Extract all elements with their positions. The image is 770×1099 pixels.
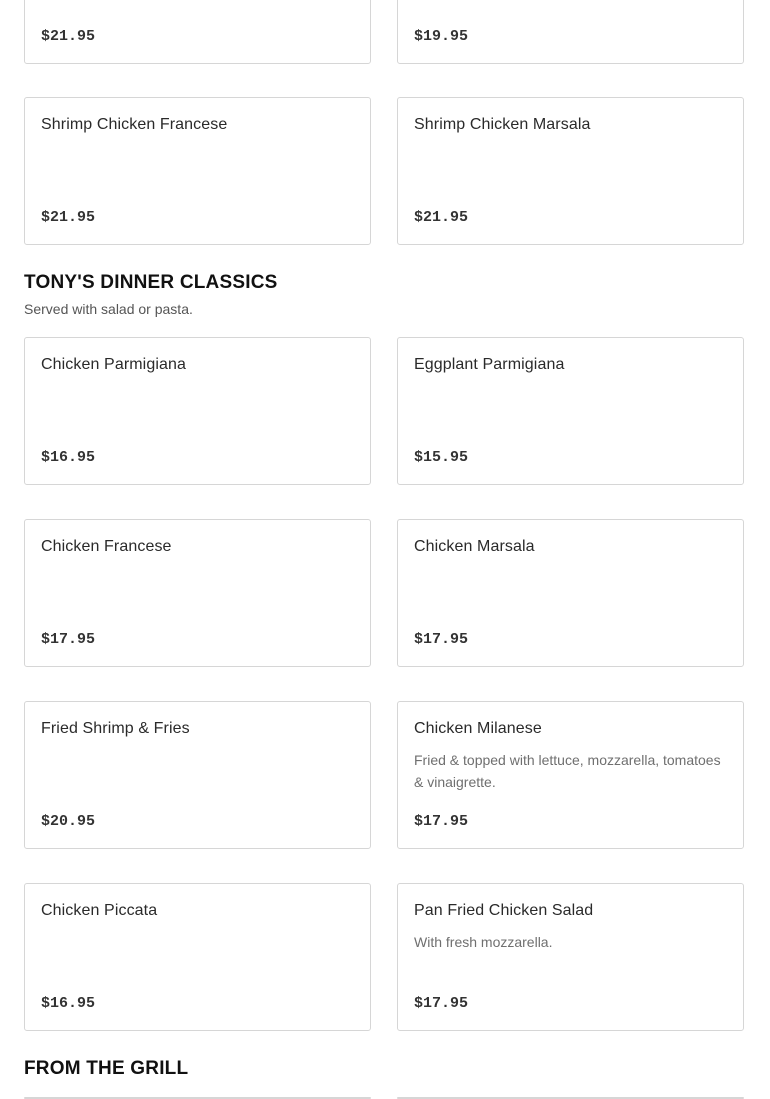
- menu-item-name: Chicken Piccata: [41, 902, 158, 919]
- menu-item-name: Chicken Milanese: [414, 720, 542, 737]
- menu-item-name: Shrimp Chicken Marsala: [414, 116, 591, 133]
- menu-item-name: Shrimp Chicken Francese: [41, 116, 228, 133]
- menu-item-price: $21.95: [41, 209, 96, 226]
- menu-item-name: Pan Fried Chicken Salad: [414, 902, 594, 919]
- section-subtitle: Served with salad or pasta.: [24, 301, 193, 317]
- menu-item-card[interactable]: [397, 97, 744, 245]
- menu-item-card[interactable]: [24, 337, 371, 485]
- section-title: TONY'S DINNER CLASSICS: [24, 272, 278, 293]
- menu-item-card[interactable]: [24, 519, 371, 667]
- menu-item-price: $15.95: [414, 449, 469, 466]
- menu-item-name: Eggplant Parmigiana: [414, 356, 565, 373]
- menu-item-name: Chicken Parmigiana: [41, 356, 186, 373]
- menu-item-card[interactable]: [397, 0, 744, 64]
- menu-item-price: $21.95: [41, 28, 96, 45]
- menu-item-card[interactable]: [24, 0, 371, 64]
- menu-item-price: $21.95: [414, 209, 469, 226]
- menu-item-card[interactable]: [397, 519, 744, 667]
- menu-item-description: Fried & topped with lettuce, mozzarella, tomatoes & vinaigrette.: [414, 752, 721, 790]
- menu-item-name: Fried Shrimp & Fries: [41, 720, 190, 737]
- menu-item-price: $20.95: [41, 813, 96, 830]
- menu-item-price: $16.95: [41, 995, 96, 1012]
- menu-item-price: $17.95: [414, 631, 469, 648]
- section-title: FROM THE GRILL: [24, 1058, 189, 1079]
- menu-item-price: $19.95: [414, 28, 469, 45]
- menu-item-card[interactable]: [24, 97, 371, 245]
- menu-item-price: $17.95: [414, 813, 469, 830]
- menu-item-card[interactable]: [397, 337, 744, 485]
- menu-item-name: Chicken Marsala: [414, 538, 535, 555]
- menu-item-name: Chicken Francese: [41, 538, 172, 555]
- menu-item-price: $16.95: [41, 449, 96, 466]
- menu-item-card[interactable]: [397, 701, 744, 849]
- menu-item-description: With fresh mozzarella.: [414, 934, 553, 950]
- menu-item-card[interactable]: [24, 883, 371, 1031]
- menu-item-card[interactable]: [24, 701, 371, 849]
- menu-item-card[interactable]: [397, 883, 744, 1031]
- menu-item-price: $17.95: [414, 995, 469, 1012]
- menu-item-price: $17.95: [41, 631, 96, 648]
